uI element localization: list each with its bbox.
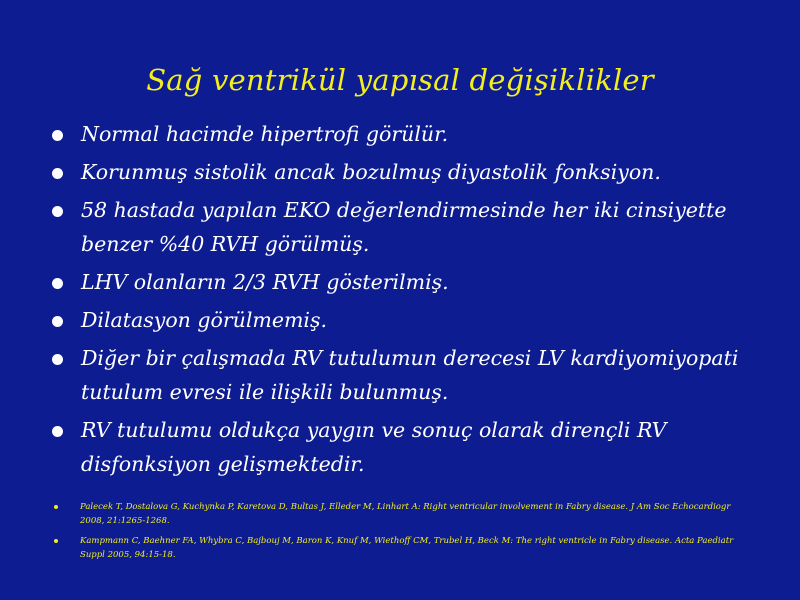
- reference-item: [50, 500, 756, 528]
- bullet-list: [50, 117, 760, 485]
- bullet-item: [50, 341, 760, 409]
- bullet-icon: [52, 426, 63, 437]
- bullet-text: RV tutulumu oldukça yaygın ve sonuç olarak dirençli RV disfonksiyon gelişmektedir.: [81, 418, 667, 476]
- bullet-text: Diğer bir çalışmada RV tutulumun derecesi LV kardiyomiyopati tutulum evresi ile ilişkili bulunmuş.: [81, 346, 739, 404]
- bullet-text: LHV olanların 2/3 RVH gösterilmiş.: [81, 270, 449, 294]
- bullet-text: Korunmuş sistolik ancak bozulmuş diyastolik fonksiyon.: [81, 160, 661, 184]
- bullet-item: [50, 265, 760, 299]
- reference-text: Palecek T, Dostalova G, Kuchynka P, Karetova D, Bultas J, Elleder M, Linhart A: Right ventricular involvement in Fabry disease. J Am Soc Echocardiogr 2008, 21:1265-1268.: [80, 502, 731, 526]
- bullet-icon: [52, 354, 63, 365]
- bullet-icon: [52, 316, 63, 327]
- reference-bullet-icon: [54, 539, 58, 543]
- reference-list: [50, 500, 756, 568]
- reference-bullet-icon: [54, 505, 58, 509]
- bullet-item: [50, 303, 760, 337]
- bullet-item: [50, 413, 760, 481]
- bullet-item: [50, 117, 760, 151]
- reference-item: [50, 534, 756, 562]
- slide-title: Sağ ventrikül yapısal değişiklikler: [146, 63, 654, 97]
- bullet-item: [50, 193, 760, 261]
- bullet-item: [50, 155, 760, 189]
- bullet-text: Normal hacimde hipertrofi görülür.: [81, 122, 449, 146]
- bullet-text: 58 hastada yapılan EKO değerlendirmesinde her iki cinsiyette benzer %40 RVH görülmüş.: [81, 198, 727, 256]
- bullet-icon: [52, 168, 63, 179]
- bullet-icon: [52, 278, 63, 289]
- reference-text: Kampmann C, Baehner FA, Whybra C, Bajbouj M, Baron K, Knuf M, Wiethoff CM, Trubel H, Beck M: The right ventricle in Fabry disease. Acta Paediatr Suppl 2005, 94:15-18.: [80, 536, 734, 560]
- bullet-icon: [52, 206, 63, 217]
- bullet-icon: [52, 130, 63, 141]
- bullet-text: Dilatasyon görülmemiş.: [81, 308, 328, 332]
